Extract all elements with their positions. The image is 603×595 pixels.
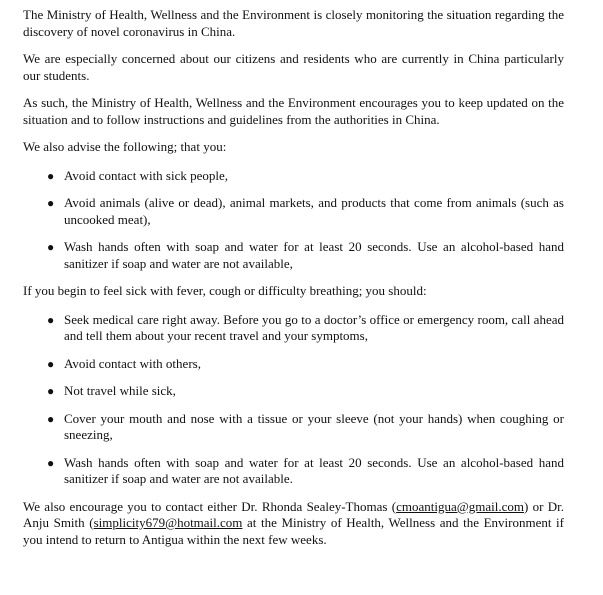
bullet-icon: ● [47, 168, 55, 183]
list-item [23, 195, 564, 228]
bullet-icon: ● [47, 455, 55, 470]
bullet-icon: ● [47, 240, 55, 254]
list-item [23, 455, 564, 488]
list-item [23, 168, 564, 185]
bullet-icon: ● [47, 196, 55, 210]
list-item-text: Seek medical care right away. Before you go to a doctor’s office or emergency room, call ahead and tell them about your recent travel and your symptoms, [64, 311, 564, 343]
bullet-icon: ● [47, 411, 55, 426]
advice-list [23, 168, 564, 273]
concern-paragraph: We are especially concerned about our citizens and residents who are currently in China particularly our students. [23, 51, 564, 83]
list-item [23, 356, 564, 373]
sick-list [23, 312, 564, 488]
list-item [23, 411, 564, 444]
list-item-text: Cover your mouth and nose with a tissue or your sleeve (not your hands) when coughing or sneezing, [64, 410, 564, 442]
list-item-text: Wash hands often with soap and water for at least 20 seconds. Use an alcohol-based hand sanitizer if soap and water are not available. [64, 454, 564, 486]
encouragement-paragraph: As such, the Ministry of Health, Wellness and the Environment encourages you to keep updated on the situation and to follow instructions and guidelines from the authorities in China. [23, 95, 564, 127]
list-item [23, 312, 564, 345]
contact-text-3: at the Ministry of Health, Wellness and the Environment if you intend to return to Antigua within the next few weeks. [23, 515, 564, 547]
list-item-text: Wash hands often with soap and water for at least 20 seconds. Use an alcohol-based hand sanitizer if soap and water are not available, [64, 239, 564, 271]
list-item-text: Avoid animals (alive or dead), animal markets, and products that come from animals (such as uncooked meat), [64, 195, 564, 227]
list-item-text: Avoid contact with sick people, [64, 167, 229, 183]
bullet-icon: ● [47, 384, 55, 398]
intro-paragraph: The Ministry of Health, Wellness and the Environment is closely monitoring the situation regarding the discovery of novel coronavirus in China. [23, 7, 564, 39]
list-item [23, 383, 564, 400]
contact-text-1: We also encourage you to contact either Dr. Rhonda Sealey-Thomas ( [23, 498, 397, 514]
sick-intro: If you begin to feel sick with fever, cough or difficulty breathing; you should: [23, 283, 427, 298]
email-link-cmo[interactable]: cmoantigua@gmail.com [396, 498, 524, 514]
bullet-icon: ● [47, 312, 55, 327]
document-body [23, 7, 564, 559]
email-link-smith[interactable]: simplicity679@hotmail.com [93, 515, 243, 530]
list-item [23, 239, 564, 272]
list-item-text: Not travel while sick, [64, 383, 176, 398]
advice-intro: We also advise the following; that you: [23, 139, 227, 154]
contact-paragraph [23, 499, 564, 549]
contact-text-2: ) or Dr. Anju Smith ( [23, 498, 564, 530]
bullet-icon: ● [47, 356, 55, 371]
list-item-text: Avoid contact with others, [64, 355, 201, 371]
